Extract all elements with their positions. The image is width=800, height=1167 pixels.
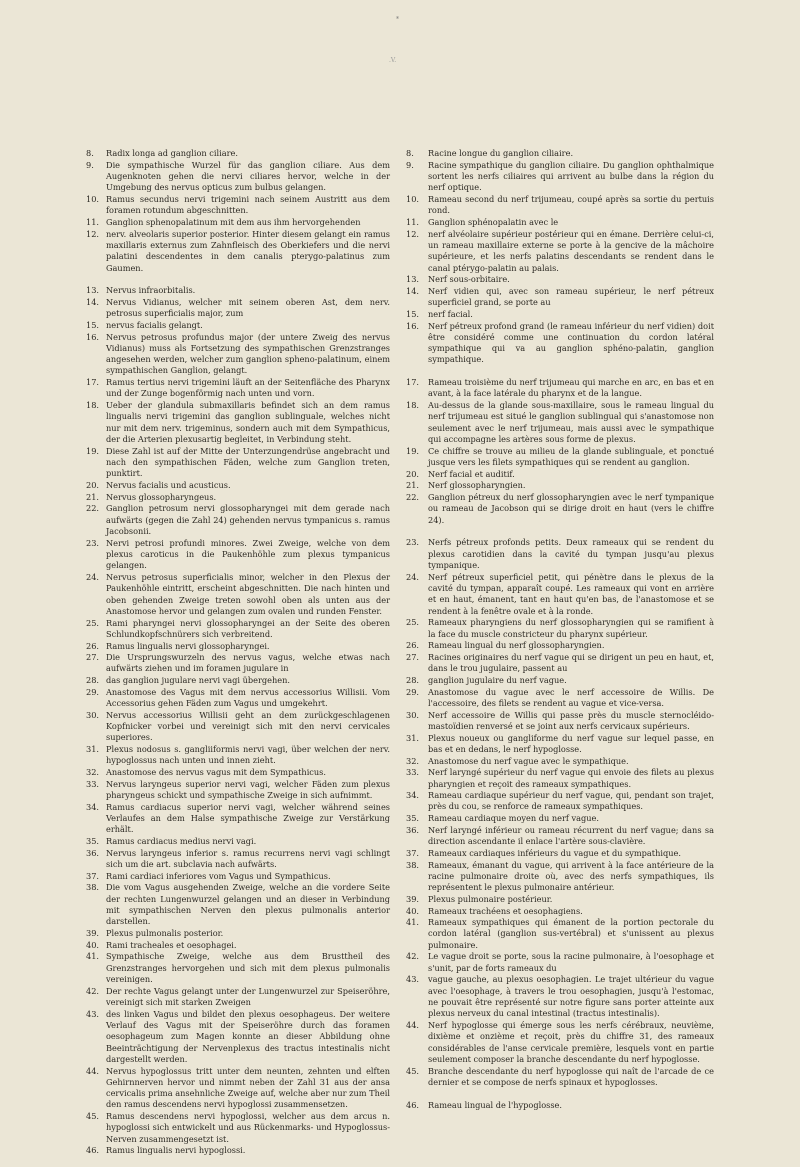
legend-entry xyxy=(86,675,390,686)
legend-text: Ganglion sphenopalatinum mit dem aus ihm hervorgehenden xyxy=(106,216,361,227)
legend-number: 33. xyxy=(406,767,420,778)
legend-number: 21. xyxy=(406,480,420,491)
legend-number: 41. xyxy=(406,917,420,928)
legend-entry xyxy=(406,160,714,194)
legend-text: Nervus facialis und acusticus. xyxy=(106,480,231,490)
legend-text: nervus facialis gelangt. xyxy=(106,319,203,330)
legend-text: nerf alvéolaire supérieur postérieur qui en émane. Derrière celui-ci, un rameau maxillaire externe se porte à la gencive de la mâchoire supérieure, et les nerfs palatins descendants se rendent dans le canal ptérygo-palatin au palais. xyxy=(428,228,714,273)
legend-entry xyxy=(86,400,390,445)
legend-number: 31. xyxy=(86,744,100,755)
legend-text: Nerf glossopharyngien. xyxy=(428,480,526,491)
legend-entry xyxy=(86,332,390,377)
legend-text: Rameau cardiaque supérieur du nerf vague, qui, pendant son trajet, près du cou, se renforce de rameaux sympathiques. xyxy=(428,790,714,812)
legend-text: Nervus hypoglossus tritt unter dem neunten, zehnten und elften Gehirnnerven hervor und nimmt neben der Zahl 31 aus der ansa cervicalis prima ansehnliche Zweige auf, welche aber nur zum Theil den ramus descendens nervi hypoglossi zusammensetzen. xyxy=(106,1065,390,1110)
legend-number: 40. xyxy=(406,905,420,916)
legend-entry xyxy=(406,894,714,905)
legend-entry xyxy=(406,1100,714,1111)
legend-entry xyxy=(86,160,390,194)
legend-number: 15. xyxy=(406,308,420,319)
legend-number: 28. xyxy=(86,675,100,686)
legend-number: 46. xyxy=(86,1145,100,1156)
legend-number: 33. xyxy=(86,778,100,789)
legend-text: Nervi petrosi profundi minores. Zwei Zweige, welche von dem plexus caroticus in die Paukenhöhle zum plexus tympanicus gelangen. xyxy=(106,537,390,571)
legend-text: Rami cardiaci inferiores vom Vagus und Sympathicus. xyxy=(106,870,331,881)
legend-number: 16. xyxy=(406,320,420,331)
legend-number: 23. xyxy=(86,537,100,548)
legend-text: Rami pharyngei nervi glossopharyngei an der Seite des oberen Schlundkopfschnürers sich verbreitend. xyxy=(106,617,390,639)
legend-text: Anastomose du nerf vague avec le sympathique. xyxy=(428,755,629,766)
legend-number: 32. xyxy=(406,755,420,766)
legend-number: 14. xyxy=(86,296,100,307)
legend-entry xyxy=(406,974,714,1019)
legend-text: Racine longue du ganglion ciliaire. xyxy=(428,148,574,158)
legend-text: Sympathische Zweige, welche aus dem Brusttheil des Grenzstranges hervorgehen und sich mit dem plexus pulmonalis vereinigen. xyxy=(106,951,390,984)
legend-number: 12. xyxy=(86,228,100,239)
legend-text: Nervus laryngeus inferior s. ramus recurrens nervi vagi schlingt sich um die art. subclavia nach aufwärts. xyxy=(106,847,390,870)
legend-text: Die vom Vagus ausgehenden Zweige, welche an die vordere Seite der rechten Lungenwurzel gelangen und an dieser in Verbindung mit sympathischen Nerven den plexus pulmonalis anterior darstellen. xyxy=(106,882,390,927)
legend-text: nerf facial. xyxy=(428,308,473,319)
legend-entry xyxy=(86,194,390,217)
legend-entry xyxy=(406,537,714,571)
legend-number: 18. xyxy=(406,400,420,411)
legend-text: Ramus tertius nervi trigemini läuft an der Seitenfläche des Pharynx und der Zunge bogenförmig nach unten und vorn. xyxy=(106,377,390,399)
legend-text: Nerf pétreux superficiel petit, qui pénètre dans le plexus de la cavité du tympan, apparaît coupé. Les rameaux qui vont en arrière et en haut, émanent, tant en haut qu'en bas, de l'anastomose et se rendent à la fenêtre ovale et à la ronde. xyxy=(428,571,714,616)
legend-number: 13. xyxy=(86,285,100,296)
legend-entry xyxy=(406,906,714,917)
legend-text: Nervus Vidianus, welcher mit seinem oberen Ast, dem nerv. petrosus superficialis major, zum xyxy=(106,296,390,319)
legend-number: 30. xyxy=(406,709,420,720)
legend-entry xyxy=(406,640,714,651)
legend-number: 27. xyxy=(86,652,100,663)
legend-entry xyxy=(406,652,714,675)
legend-number: 45. xyxy=(86,1111,100,1122)
legend-number: 18. xyxy=(86,400,100,411)
legend-entry xyxy=(86,297,390,320)
legend-entry xyxy=(406,951,714,974)
legend-number: 38. xyxy=(406,859,420,870)
legend-entry xyxy=(406,1066,714,1089)
legend-entry xyxy=(86,538,390,572)
legend-text: Ganglion petrosum nervi glossopharyngei mit dem gerade nach aufwärts (gegen die Zahl 24) gehenden nervus tympanicus s. ramus Jacobsonii. xyxy=(106,503,390,536)
legend-entry xyxy=(406,469,714,480)
legend-text: Nerf laryngé inférieur ou rameau récurrent du nerf vague; dans sa direction ascendante il enlace l'artère sous-clavière. xyxy=(428,824,714,847)
legend-entry xyxy=(406,813,714,824)
legend-text: das ganglion jugulare nervi vagi übergehen. xyxy=(106,675,290,686)
legend-number: 36. xyxy=(86,847,100,858)
legend-number: 8. xyxy=(406,148,414,158)
legend-number: 26. xyxy=(406,640,420,651)
legend-number: 39. xyxy=(406,893,420,904)
legend-text: Rameau lingual de l'hypoglosse. xyxy=(428,1099,562,1110)
legend-entry xyxy=(406,492,714,526)
legend-text: Rami tracheales et oesophagei. xyxy=(106,939,237,950)
legend-entry xyxy=(86,492,390,503)
legend-number: 29. xyxy=(406,686,420,697)
legend-text: Nervus petrosus profundus major (der untere Zweig des nervus Vidianus) muss als Fortsetzung des sympathischen Grenzstranges angesehen werden, welcher zum ganglion spheno-palatinum, einem sympathischen Ganglion, gelangt. xyxy=(106,331,390,376)
legend-text: Radix longa ad ganglion ciliare. xyxy=(106,148,238,158)
legend-number: 16. xyxy=(86,331,100,342)
legend-number: 44. xyxy=(86,1065,100,1076)
legend-entry xyxy=(86,618,390,641)
legend-entry xyxy=(86,503,390,537)
legend-number: 19. xyxy=(406,445,420,456)
legend-number: 17. xyxy=(86,377,100,388)
legend-text: Nervus petrosus superficialis minor, welcher in den Plexus der Paukenhöhle eintritt, erscheint abgeschnitten. Die nach hinten und oben gehenden Zweige treten sowohl oben als unten aus der Anastomose hervor und gelangen zum ovalen und runden Fenster. xyxy=(106,571,390,616)
legend-entry xyxy=(86,767,390,778)
legend-number: 35. xyxy=(86,836,100,847)
page-mark: .V. xyxy=(389,57,397,64)
legend-entry xyxy=(406,286,714,309)
legend-text: Nerfs pétreux profonds petits. Deux rameaux qui se rendent du plexus carotidien dans la cavité du tympan jusqu'au plexus tympanique. xyxy=(428,537,714,570)
legend-text: Rameaux, émanant du vague, qui arrivent à la face antérieure de la racine pulmonaire droite où, avec des nerfs sympathiques, ils représentent le plexus pulmonaire antérieur. xyxy=(428,859,714,893)
legend-text: Rameaux pharyngiens du nerf glossopharyngien qui se ramifient à la face du muscle constricteur du pharynx supérieur. xyxy=(428,617,714,639)
legend-entry xyxy=(86,928,390,939)
legend-text: Nervus accessorius Willisii geht an dem zurückgeschlagenen Kopfnicker vorbei und vereinigt sich mit den nervi cervicales superiores. xyxy=(106,709,390,743)
legend-entry xyxy=(406,675,714,686)
legend-entry xyxy=(86,217,390,228)
legend-text: Ramus descendens nervi hypoglossi, welcher aus dem arcus n. hypoglossi sich entwickelt und aus Rückenmarks- und Hypoglossus-Nerven zusammengesetzt ist. xyxy=(106,1111,390,1144)
legend-entry xyxy=(86,1066,390,1111)
legend-text: Ramus secundus nervi trigemini nach seinem Austritt aus dem foramen rotundum abgeschnitten. xyxy=(106,193,390,216)
legend-text: Nerf facial et auditif. xyxy=(428,468,515,479)
legend-entry xyxy=(406,572,714,617)
legend-text: Anastomose des Vagus mit dem nervus accessorius Willisii. Vom Accessorius gehen Fäden zum Vagus und umgekehrt. xyxy=(106,686,390,709)
legend-text: Ganglion pétreux du nerf glossopharyngien avec le nerf tympanique ou rameau de Jacobson qui se dirige droit en haut (vers le chiffre 24). xyxy=(428,492,714,525)
legend-number: 26. xyxy=(86,640,100,651)
legend-text: Rameau lingual du nerf glossopharyngien. xyxy=(428,640,605,651)
legend-number: 39. xyxy=(86,928,100,938)
legend-number: 24. xyxy=(86,571,100,582)
legend-text: Rameaux sympathiques qui émanent de la portion pectorale du cordon latéral (ganglion sus-vertébral) et s'unissent au plexus pulmonaire. xyxy=(428,917,714,950)
legend-entry xyxy=(86,687,390,710)
legend-entry xyxy=(406,756,714,767)
legend-text: Plexus pulmonalis posterior. xyxy=(106,928,224,938)
legend-number: 20. xyxy=(406,468,420,479)
legend-text: Ce chiffre se trouve au milieu de la glande sublinguale, et ponctué jusque vers les filets sympathiques qui se rendent au ganglion. xyxy=(428,445,714,468)
legend-text: Rameau cardiaque moyen du nerf vague. xyxy=(428,813,599,824)
legend-entry xyxy=(406,229,714,274)
legend-number: 45. xyxy=(406,1065,420,1076)
legend-text: Die sympathische Wurzel für das ganglion ciliare. Aus dem Augenknoten gehen die nervi ciliares hervor, welche in der Umgebung des nervus opticus zum bulbus gelangen. xyxy=(106,159,390,193)
legend-text: Branche descendante du nerf hypoglosse qui naît de l'arcade de ce dernier et se compose de nerfs spinaux et hypoglosses. xyxy=(428,1065,714,1087)
legend-number: 35. xyxy=(406,813,420,824)
legend-text: Diese Zahl ist auf der Mitte der Unterzungendrüse angebracht und nach den sympathischen Fäden, welche zum Ganglion treten, punktirt. xyxy=(106,445,390,479)
legend-entry xyxy=(406,687,714,710)
legend-entry xyxy=(86,951,390,985)
legend-entry xyxy=(86,285,390,296)
legend-number: 25. xyxy=(406,617,420,628)
legend-entry xyxy=(86,882,390,927)
legend-entry xyxy=(86,1111,390,1145)
legend-number: 20. xyxy=(86,480,100,490)
legend-number: 13. xyxy=(406,274,420,285)
legend-number: 9. xyxy=(86,159,94,170)
legend-number: 27. xyxy=(406,651,420,662)
spacer xyxy=(86,274,390,285)
spacer xyxy=(406,1089,714,1100)
legend-number: 42. xyxy=(86,985,100,996)
german-legend-column xyxy=(86,148,390,1157)
legend-entry xyxy=(86,1145,390,1156)
legend-entry xyxy=(406,377,714,400)
legend-text: Ramus cardiacus medius nervi vagi. xyxy=(106,836,257,847)
legend-text: Rameau second du nerf trijumeau, coupé après sa sortie du pertuis rond. xyxy=(428,193,714,216)
legend-number: 22. xyxy=(406,492,420,503)
legend-text: Ramus lingualis nervi glossopharyngei. xyxy=(106,640,270,651)
legend-number: 11. xyxy=(406,216,420,227)
legend-entry xyxy=(406,194,714,217)
legend-number: 31. xyxy=(406,732,420,743)
legend-text: Nerf hypoglosse qui émerge sous les nerfs cérébraux, neuvième, dixième et onzième et reçoit, près du chiffre 31, des rameaux considérables de l'anse cervicale première, lesquels vont en partie seulement composer la branche descendante du nerf hypoglosse. xyxy=(428,1020,714,1064)
legend-entry xyxy=(406,217,714,228)
legend-text: Nerf sous-orbitaire. xyxy=(428,274,510,285)
legend-text: Nervus laryngeus superior nervi vagi, welcher Fäden zum plexus pharyngeus schickt und sympathische Zweige in sich aufnimmt. xyxy=(106,778,390,801)
legend-number: 21. xyxy=(86,491,100,502)
legend-number: 36. xyxy=(406,824,420,835)
legend-entry xyxy=(406,825,714,848)
legend-text: Nerf vidien qui, avec son rameau supérieur, le nerf pétreux superficiel grand, se porte au xyxy=(428,285,714,308)
legend-number: 8. xyxy=(86,148,94,158)
legend-entry xyxy=(86,940,390,951)
legend-entry xyxy=(86,1009,390,1065)
legend-text: Le vague droit se porte, sous la racine pulmonaire, à l'oesophage et s'unit, par de forts rameaux du xyxy=(428,951,714,973)
legend-text: Anastomose des nervus vagus mit dem Sympathicus. xyxy=(106,767,326,778)
legend-number: 15. xyxy=(86,319,100,330)
legend-text: Nervus infraorbitalis. xyxy=(106,285,196,296)
legend-text: Ueber der glandula submaxillaris befindet sich an dem ramus lingualis nervi trigemini das ganglion sublinguale, welches nicht nur mit dem nerv. trigeminus, sondern auch mit dem Sympathicus, der die Arterien plexusartig begleitet, in Verbindung steht. xyxy=(106,400,390,445)
legend-text: ganglion jugulaire du nerf vague. xyxy=(428,674,567,685)
legend-entry xyxy=(406,148,714,159)
legend-number: 34. xyxy=(406,790,420,801)
legend-text: Ganglion sphénopalatin avec le xyxy=(428,216,559,227)
legend-text: Ramus cardiacus superior nervi vagi, welcher während seines Verlaufes an dem Halse sympathische Zweige zur Verstärkung erhält. xyxy=(106,801,390,835)
legend-number: 43. xyxy=(86,1008,100,1019)
legend-text: Rameau troisième du nerf trijumeau qui marche en arc, en bas et en avant, à la face latérale du pharynx et de la langue. xyxy=(428,377,714,399)
legend-text: Plexus noueux ou gangliforme du nerf vague sur lequel passe, en bas et en dedans, le nerf hypoglosse. xyxy=(428,732,714,754)
legend-text: Nervus glossopharyngeus. xyxy=(106,491,217,502)
legend-entry xyxy=(86,320,390,331)
spacer xyxy=(406,526,714,537)
legend-number: 9. xyxy=(406,159,414,170)
legend-number: 25. xyxy=(86,617,100,628)
legend-entry xyxy=(86,802,390,836)
legend-entry xyxy=(86,572,390,617)
legend-text: Racines originaires du nerf vague qui se dirigent un peu en haut, et, dans le trou jugulaire, passent au xyxy=(428,651,714,674)
legend-entry xyxy=(86,377,390,400)
legend-entry xyxy=(86,871,390,882)
legend-entry xyxy=(406,790,714,813)
legend-number: 42. xyxy=(406,951,420,962)
legend-entry xyxy=(86,836,390,847)
legend-text: Plexus pulmonaire postérieur. xyxy=(428,893,553,904)
legend-number: 43. xyxy=(406,974,420,985)
page-mark: * xyxy=(396,16,399,23)
legend-entry xyxy=(86,148,390,159)
legend-entry xyxy=(86,779,390,802)
legend-entry xyxy=(406,1020,714,1065)
legend-number: 23. xyxy=(406,537,420,548)
legend-entry xyxy=(406,480,714,491)
legend-number: 34. xyxy=(86,801,100,812)
legend-entry xyxy=(406,274,714,285)
legend-entry xyxy=(86,986,390,1009)
legend-entry xyxy=(406,617,714,640)
legend-entry xyxy=(406,710,714,733)
legend-text: Au-dessus de la glande sous-maxillaire, sous le rameau lingual du nerf trijumeau est situé le ganglion sublingual qui s'anastomose non seulement avec le nerf trijumeau, mais aussi avec le sympathique qui accompagne les artères sous forme de plexus. xyxy=(428,400,714,445)
legend-number: 46. xyxy=(406,1099,420,1110)
legend-number: 38. xyxy=(86,882,100,893)
legend-number: 24. xyxy=(406,571,420,582)
legend-text: nerv. alveolaris superior posterior. Hinter diesem gelangt ein ramus maxillaris externus zum Zahnfleisch des Oberkiefers und die nervi palatini descendentes in dem canalis pterygo-palatinus zum Gaumen. xyxy=(106,228,390,273)
legend-text: Anastomose du vague avec le nerf accessoire de Willis. De l'accessoire, des filets se rendent au vague et vice-versa. xyxy=(428,686,714,708)
legend-text: Plexus nodosus s. gangliiformis nervi vagi, über welchen der nerv. hypoglossus nach unten und innen zieht. xyxy=(106,744,390,766)
legend-entry xyxy=(406,860,714,894)
legend-number: 30. xyxy=(86,709,100,720)
legend-text: Nerf laryngé supérieur du nerf vague qui envoie des filets au plexus pharyngien et reçoit des rameaux sympathiques. xyxy=(428,767,714,789)
legend-entry xyxy=(86,446,390,480)
legend-number: 29. xyxy=(86,686,100,697)
legend-entry xyxy=(406,309,714,320)
legend-entry xyxy=(86,848,390,871)
legend-entry xyxy=(86,641,390,652)
legend-number: 10. xyxy=(86,193,100,204)
legend-text: vague gauche, au plexus oesophagien. Le trajet ultérieur du vague avec l'oesophage, à travers le trou oesophagien, jusqu'à l'estomac, ne pouvait être représenté sur notre figure sans porter atteinte aux plexus nerveux du canal intestinal (tractus intestinalis). xyxy=(428,974,714,1019)
legend-text: Ramus lingualis nervi hypoglossi. xyxy=(106,1145,246,1156)
legend-number: 22. xyxy=(86,503,100,514)
legend-entry xyxy=(406,917,714,951)
legend-text: Rameaux trachéens et oesophagiens. xyxy=(428,905,583,916)
legend-number: 40. xyxy=(86,939,100,950)
legend-entry xyxy=(406,848,714,859)
legend-number: 11. xyxy=(86,216,100,227)
legend-number: 32. xyxy=(86,767,100,778)
legend-entry xyxy=(86,652,390,675)
legend-number: 14. xyxy=(406,285,420,296)
french-legend-column xyxy=(406,148,714,1111)
legend-entry xyxy=(86,744,390,767)
legend-text: Der rechte Vagus gelangt unter der Lungenwurzel zur Speiseröhre, vereinigt sich mit starken Zweigen xyxy=(106,985,390,1007)
spacer xyxy=(406,366,714,377)
legend-entry xyxy=(406,767,714,790)
legend-entry xyxy=(406,733,714,756)
legend-number: 37. xyxy=(406,847,420,858)
legend-entry xyxy=(406,400,714,445)
legend-text: Racine sympathique du ganglion ciliaire. Du ganglion ophthalmique sortent les nerfs ciliaires qui arrivent au bulbe dans la région du nerf optique. xyxy=(428,159,714,193)
legend-text: des linken Vagus und bildet den plexus oesophageus. Der weitere Verlauf des Vagus mit der Speiseröhre durch das foramen oesophageum zum Magen konnte an dieser Abbildung ohne Beeinträchtigung der Nervenplexus des tractus intestinalis nicht dargestellt werden. xyxy=(106,1008,390,1064)
legend-number: 17. xyxy=(406,377,420,388)
legend-text: Rameaux cardiaques inférieurs du vague et du sympathique. xyxy=(428,847,681,858)
legend-number: 19. xyxy=(86,445,100,456)
legend-number: 12. xyxy=(406,228,420,239)
legend-number: 28. xyxy=(406,674,420,685)
legend-entry xyxy=(86,710,390,744)
legend-entry xyxy=(86,229,390,274)
legend-entry xyxy=(86,480,390,491)
legend-number: 44. xyxy=(406,1020,420,1031)
legend-number: 41. xyxy=(86,951,100,962)
legend-text: Die Ursprungswurzeln des nervus vagus, welche etwas nach aufwärts ziehen und im foramen jugulare in xyxy=(106,652,390,674)
legend-text: Nerf pétreux profond grand (le rameau inférieur du nerf vidien) doit être considéré comme une continuation du cordon latéral sympathique qui va au ganglion sphéno-palatin, ganglion sympathique. xyxy=(428,320,714,365)
legend-number: 37. xyxy=(86,870,100,881)
legend-text: Nerf accessoire de Willis qui passe près du muscle sternocléido-mastoïdien renversé et se joint aux nerfs cervicaux supérieurs. xyxy=(428,709,714,731)
legend-entry xyxy=(406,446,714,469)
legend-number: 10. xyxy=(406,193,420,204)
legend-entry xyxy=(406,321,714,366)
